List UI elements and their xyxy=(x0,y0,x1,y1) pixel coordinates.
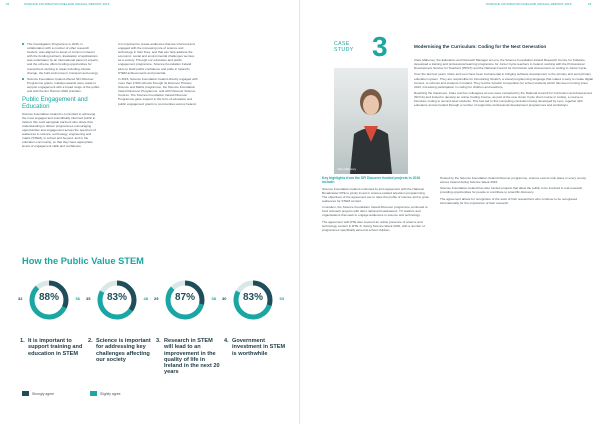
donut-percent: 83% xyxy=(106,292,127,303)
slightly-value: 48 xyxy=(143,296,148,301)
page-number: 22 xyxy=(6,2,10,6)
donut-chart xyxy=(222,278,284,322)
page-number: 23 xyxy=(588,2,592,6)
callout xyxy=(322,176,430,185)
legend-swatch xyxy=(22,391,29,396)
statement-1 xyxy=(20,338,86,357)
left-column xyxy=(22,42,100,151)
statement-number: 2. xyxy=(88,338,93,344)
donut-percent: 88% xyxy=(38,292,59,303)
photo-caption: Clare Mahoney xyxy=(337,167,356,171)
donut-chart xyxy=(86,278,148,322)
case-number: 3 xyxy=(372,31,388,62)
portrait-photo xyxy=(334,68,408,174)
paragraph: In 2016, Science Foundation Ireland directly engaged with more than 2,500 schools through its Discover Primary Science and Maths programme, the Science Foundation Ireland Discover Programme, and with Discover Science Centres. The Science Foundation Ireland Discover Programme gave support in the form of education and public engagement grants to communities across Ireland. xyxy=(118,76,198,106)
bullet-list xyxy=(22,42,100,93)
statement-2 xyxy=(88,338,154,363)
callout-title: Key highlights from the SFI Discover funded projects in 2016 include: xyxy=(322,176,421,185)
slightly-value: 53 xyxy=(279,296,284,301)
case-label xyxy=(334,42,354,53)
strongly-value: 35 xyxy=(86,296,91,301)
lower-mid-column xyxy=(322,176,430,234)
legend-label: Slightly agree xyxy=(100,391,121,396)
statement-3 xyxy=(156,338,222,376)
slightly-value: 58 xyxy=(211,296,216,301)
running-head: SCIENCE FOUNDATION IRELAND ANNUAL REPORT 2016 xyxy=(24,2,110,6)
paragraph: The agreement allows for recognition of the work of Irish researchers who continue to be recognised internationally for the importance of their research. xyxy=(440,196,578,205)
section-heading: Public Engagement and Education xyxy=(22,95,88,110)
running-head: SCIENCE FOUNDATION IRELAND ANNUAL REPORT 2016 xyxy=(486,2,572,6)
paragraph: Science Foundation Ireland has also funded projects that allow the public to be involved in real research, providing opportunities for people to contribute to scientific discovery. xyxy=(440,186,584,195)
infographic-title: How the Public Value STEM xyxy=(22,256,144,266)
paragraph: In tandem, the Science Foundation Ireland Discover programme continued to fund outreach projects with other national broadcasters, TV stations and organisations that seek to engage audiences in science and technology. xyxy=(322,205,428,218)
case-study-title: Modernising the Curriculum: Coding for the Next Generation xyxy=(414,44,547,49)
statement-number: 1. xyxy=(20,338,25,344)
legend-label: Strongly agree xyxy=(32,391,55,396)
donut-percent: 87% xyxy=(174,292,195,303)
strongly-value: 32 xyxy=(18,296,23,301)
donut-chart xyxy=(18,278,80,322)
paragraph: Reaching the classroom, Clare and her colleagues at Lero were contacted by the National Council for Curriculum and Assessment (NCCA) and invited to develop an online Coding Course, as part of the new Junior Cycle short course in coding, a course to introduce coding to second-level students. This has led to this computing curriculum being developed by Lero, together with educators across Ireland through a number of supportive professional development programmes and workshops. xyxy=(414,91,593,108)
paragraph: Hosted by the Science Foundation Ireland Discover programme, science events took place in every county across Ireland during Science Week 2016. xyxy=(440,176,586,185)
statement-number: 4. xyxy=(224,338,229,344)
strongly-value: 30 xyxy=(222,296,227,301)
bullet-item: Science Foundation Ireland offered SFI Discover Programme grants. Catalyst awards were made to support engagement with a broad range of the public and with the EU Horizon 2020 priorities. xyxy=(22,77,100,93)
case-label-line: STUDY xyxy=(334,46,354,53)
donut-percent: 83% xyxy=(242,292,263,303)
statement-text: Research in STEM will lead to an improvement in the quality of life in Ireland in the next 20 years xyxy=(164,338,220,376)
person-illustration xyxy=(346,82,396,174)
mid-column xyxy=(118,42,198,108)
strongly-value: 29 xyxy=(154,296,159,301)
legend-strongly xyxy=(22,391,54,396)
slightly-value: 56 xyxy=(75,296,80,301)
statement-text: Government investment in STEM is worthwhile xyxy=(232,338,286,357)
lower-right-column xyxy=(440,176,592,207)
statement-4 xyxy=(224,338,290,357)
paragraph: Over the last few years, Clare and Lero have been instrumental in bringing software development to the primary and post-primary education system. They are responsible for introducing Scratch, a visual programming language that makes it easy to create digital content, to schools and students in Ireland. They led the Scratch Competition for school students which has been running since 2013, increasing participation in coding for children and teachers. xyxy=(414,72,593,89)
paragraph: Science Foundation Ireland continued its joint agreement with the National Broadcaster RTE to jointly invest in science-related television programming. The objectives of the agreement are to raise the profile of science and to grow audiences for STEM content. xyxy=(322,186,429,203)
case-study-body xyxy=(414,58,594,110)
case-label-line: CASE xyxy=(334,41,350,47)
paragraph: It is important to create audiences that are informed and engaged with the increasing role of science and technology in their lives, and that can help address the economic, social and environmental challenges we face as a society. Through our education and public engagement programme, Science Foundation Ireland aims to build public confidence and pride in Ireland's STEM achievements and potential. xyxy=(118,42,195,75)
statement-text: It is important to support training and education in STEM xyxy=(28,338,83,357)
donut-row xyxy=(18,278,298,344)
bullet-item: The Investigators Programme in 2016, in collaboration with a number of other research funders, was aligned to areas of common interest with the funding partners. Evaluation of applications was undertaken by an international panel of experts, and the scheme offers funding opportunities for researchers working in areas including climate change, the built environment, transport and energy. xyxy=(22,42,100,75)
paragraph: Science Foundation Ireland is committed to achieving the most engaged and scientifically informed public in Ireland. We work alongside partners who share that understanding to deliver programmes encouraging opportunities and engagement across the spectrum of audiences in science, technology, engineering and maths (STEM), in school and beyond, and in the education community, so that they have appropriate levels of engagement skills and confidence. xyxy=(22,111,96,149)
paragraph: The agreement with RTE also covered an online presence of science and technology content in RTE Jr. during Science Week 2016, with a number of programmes specifically aimed at school children. xyxy=(322,219,425,232)
paragraph: Clare Mahoney, the Education and Outreach Manager at Lero, the Science Foundation Ireland Research Centre for Software, developed a training and professional learning programme for Junior Cycle teachers in Ireland, working with the Professional Development Service for Teachers (PDST) and the National Council for Curriculum and Assessment on coding in Junior Cycle. xyxy=(414,58,588,71)
statement-number: 3. xyxy=(156,338,161,344)
legend-slightly xyxy=(90,391,121,396)
legend-swatch xyxy=(90,391,97,396)
donut-chart xyxy=(154,278,216,322)
statement-text: Science is important for addressing key challenges affecting our society xyxy=(96,338,151,363)
